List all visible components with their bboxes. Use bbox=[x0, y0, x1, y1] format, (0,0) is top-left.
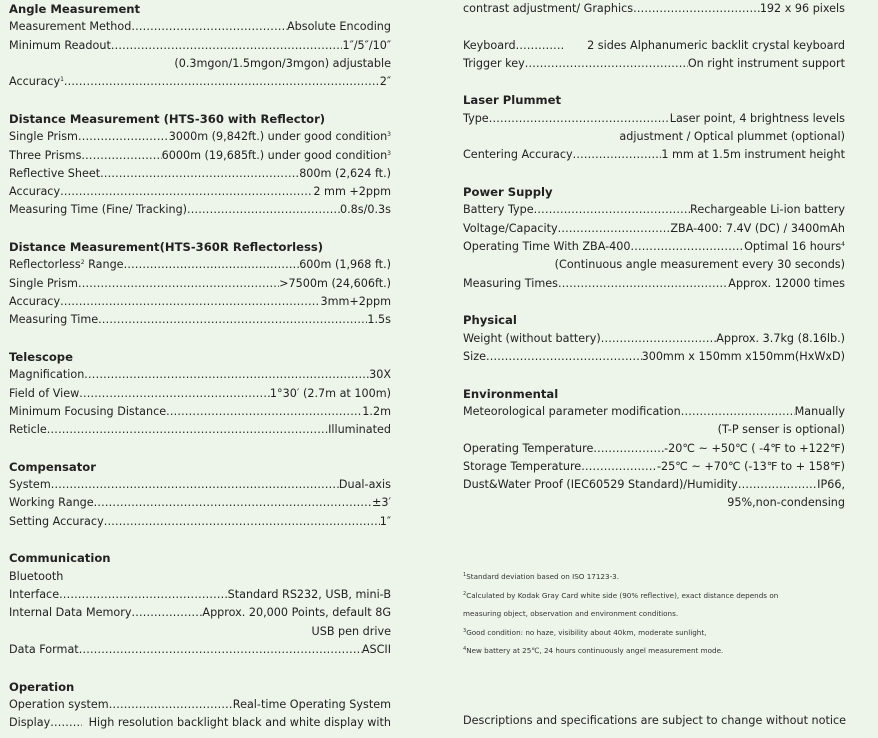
spec-operation-system: Operation system ..... Real-time Operating System bbox=[9, 696, 391, 714]
spec-reflective-sheet: Reflective Sheet ..... 800m (2,624 ft.) bbox=[9, 165, 391, 183]
section-title-power-supply: Power Supply bbox=[463, 185, 553, 200]
spec-minimum-readout-cont: (0.3mgon/1.5mgon/3mgon) adjustable bbox=[174, 56, 391, 70]
spec-measuring-time: Measuring Time (Fine/ Tracking) ..... 0.8s/0.3s bbox=[9, 201, 391, 219]
section-title-telescope: Telescope bbox=[9, 349, 73, 364]
spec-voltage-capacity: Voltage/Capacity ..... ZBA-400: 7.4V (DC) / 3400mAh bbox=[463, 220, 845, 238]
footnote-1: $^1$Standard deviation based on ISO 17123-3. bbox=[463, 571, 620, 581]
spec-data-format: Data Format ..... ASCII bbox=[9, 641, 391, 659]
spec-internal-memory: Internal Data Memory ..... Approx. 20,000 Points, default 8G bbox=[9, 604, 391, 622]
spec-internal-memory-cont: USB pen drive bbox=[311, 624, 391, 638]
section-title-laser-plummet: Laser Plummet bbox=[463, 93, 562, 108]
spec-operating-time: Operating Time With ZBA-400 ..... Optimal 16 hours$^4$ bbox=[463, 238, 845, 256]
spec-compensator-system: System ..... Dual-axis bbox=[9, 476, 391, 494]
spec-trigger-key: Trigger key ..... On right instrument support bbox=[463, 55, 845, 73]
section-title-physical: Physical bbox=[463, 313, 517, 328]
spec-bluetooth: Bluetooth bbox=[9, 569, 64, 583]
spec-contrast-graphics: contrast adjustment/ Graphics ..... 192 x 96 pixels bbox=[463, 0, 845, 18]
spec-laser-type: Type ..... Laser point, 4 brightness levels bbox=[463, 110, 845, 128]
spec-setting-accuracy: Setting Accuracy ..... 1″ bbox=[9, 513, 391, 531]
spec-meteorological-cont: (T-P senser is optional) bbox=[717, 423, 845, 437]
disclaimer-notice: Descriptions and specifications are subject to change without notice bbox=[463, 714, 846, 727]
spec-weight: Weight (without battery) ..... Approx. 3.7kg (8.16lb.) bbox=[463, 330, 845, 348]
spec-reflectorless-time: Measuring Time ..... 1.5s bbox=[9, 311, 391, 329]
spec-field-of-view: Field of View ..... 1°30′ (2.7m at 100m) bbox=[9, 385, 391, 403]
spec-three-prisms: Three Prisms ..... 6000m (19,685ft.) under good condition$^3$ bbox=[9, 147, 391, 165]
right-column bbox=[463, 0, 845, 661]
spec-dust-water: Dust&Water Proof (IEC60529 Standard)/Humidity ..... IP66, bbox=[463, 476, 845, 494]
left-column bbox=[9, 0, 391, 733]
section-title-compensator: Compensator bbox=[9, 459, 96, 474]
spec-operating-time-cont: (Continuous angle measurement every 30 seconds) bbox=[554, 258, 845, 272]
spec-centering-accuracy: Centering Accuracy ..... 1 mm at 1.5m instrument height bbox=[463, 146, 845, 164]
spec-meteorological: Meteorological parameter modification ..... Manually bbox=[463, 403, 845, 421]
spec-reflectorless-range: Reflectorless$^2$ Range ..... 600m (1,968 ft.) bbox=[9, 256, 391, 274]
spec-working-range: Working Range ..... ±3′ bbox=[9, 494, 391, 512]
footnote-4: $^4$New battery at 25℃, 24 hours continuously angel measurement mode. bbox=[463, 646, 724, 656]
spec-measurement-method: Measurement Method ..... Absolute Encoding bbox=[9, 18, 391, 36]
footnote-2-cont: measuring object, observation and environment conditions. bbox=[463, 609, 679, 619]
spec-battery-type: Battery Type ..... Rechargeable Li-ion battery bbox=[463, 201, 845, 219]
spec-angle-accuracy: Accuracy$^1$ ..... 2″ bbox=[9, 73, 391, 91]
spec-measuring-times: Measuring Times ..... Approx. 12000 times bbox=[463, 275, 845, 293]
section-title-distance-reflectorless: Distance Measurement(HTS-360R Reflectorless) bbox=[9, 240, 324, 255]
spec-reflectorless-accuracy: Accuracy ..... 3mm+2ppm bbox=[9, 293, 391, 311]
spec-laser-type-cont: adjustment / Optical plummet (optional) bbox=[619, 130, 845, 144]
spec-operating-temperature: Operating Temperature ..... -20℃ ~ +50℃ ( -4℉ to +122℉) bbox=[463, 440, 845, 458]
section-title-operation: Operation bbox=[9, 679, 75, 694]
section-title-distance: Distance Measurement (HTS-360 with Reflector) bbox=[9, 111, 326, 126]
spec-size: Size ..... 300mm x 150mm x150mm(HxWxD) bbox=[463, 348, 845, 366]
spec-reticle: Reticle ..... Illuminated bbox=[9, 421, 391, 439]
spec-single-prism: Single Prism ..... 3000m (9,842ft.) under good condition$^3$ bbox=[9, 128, 391, 146]
spec-dust-water-cont: 95%,non-condensing bbox=[727, 496, 845, 510]
spec-distance-accuracy: Accuracy ..... 2 mm +2ppm bbox=[9, 183, 391, 201]
footnote-2: $^2$Calculated by Kodak Gray Card white side (90% reflective), exact distance depends on bbox=[463, 590, 779, 600]
spec-reflectorless-single-prism: Single Prism ..... >7500m (24,606ft.) bbox=[9, 275, 391, 293]
footnote-3: $^3$Good condition: no haze, visibility about 40km, moderate sunlight, bbox=[463, 627, 707, 637]
spec-keyboard: Keyboard ..... 2 sides Alphanumeric backlit crystal keyboard bbox=[463, 37, 845, 55]
spec-storage-temperature: Storage Temperature ..... -25℃ ~ +70℃ (-13℉ to + 158℉) bbox=[463, 458, 845, 476]
section-title-angle: Angle Measurement bbox=[9, 2, 141, 16]
spec-minimum-readout: Minimum Readout ..... 1″/5″/10″ bbox=[9, 37, 391, 55]
spec-interface: Interface ..... Standard RS232, USB, mini-B bbox=[9, 586, 391, 604]
spec-display: Display ..... High resolution backlight black and white display with bbox=[9, 714, 391, 732]
section-title-communication: Communication bbox=[9, 551, 111, 566]
section-title-environmental: Environmental bbox=[463, 386, 559, 401]
spec-magnification: Magnification ..... 30X bbox=[9, 366, 391, 384]
spec-focusing-distance: Minimum Focusing Distance ..... 1.2m bbox=[9, 403, 391, 421]
